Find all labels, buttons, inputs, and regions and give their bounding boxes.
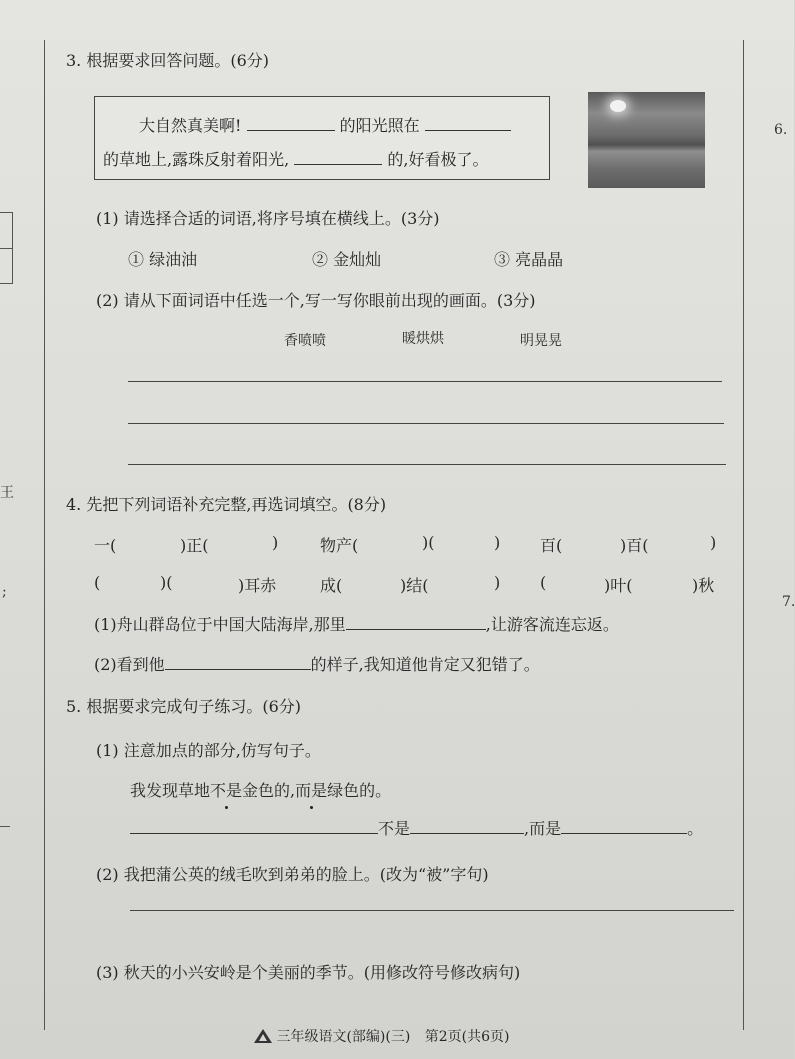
q3-passage-line2 bbox=[103, 147, 488, 170]
left-edge-box-bot bbox=[0, 283, 12, 284]
landscape-photo bbox=[588, 92, 705, 188]
q3-passage-line1 bbox=[139, 113, 511, 136]
edge-mark-right-top: 6. bbox=[774, 122, 788, 138]
q4-sentence-2-b: 的样子,我知道他肯定又犯错了。 bbox=[310, 655, 540, 674]
q4-row1-i: ) bbox=[710, 533, 717, 552]
footer-title: 三年级语文(部编)(三) bbox=[276, 1029, 411, 1045]
edge-mark-left-mid: 王 bbox=[0, 485, 14, 501]
q4-row1-f: ) bbox=[494, 533, 501, 552]
edge-mark-left-semicolon: ; bbox=[2, 584, 7, 600]
left-edge-box-mid bbox=[0, 248, 12, 249]
q5-part1: (1) 注意加点的部分,仿写句子。 bbox=[96, 741, 321, 760]
q5-fill-mid: 不是 bbox=[378, 819, 411, 838]
q3-passage-line1-b: 的阳光照在 bbox=[339, 116, 420, 135]
q5-fill-line bbox=[130, 816, 703, 839]
q4-sentence-1 bbox=[94, 612, 619, 635]
q3-passage-line1-a: 大自然真美啊! bbox=[139, 116, 242, 135]
q3-passage-line2-a: 的草地上,露珠反射着阳光, bbox=[103, 150, 290, 169]
q5-part2: (2) 我把蒲公英的绒毛吹到弟弟的脸上。(改为“被”字句) bbox=[96, 865, 489, 884]
q4-row2-a: ( bbox=[94, 573, 101, 592]
sun-glow bbox=[610, 100, 626, 112]
left-edge-box-top bbox=[0, 212, 12, 213]
triangle-logo-icon bbox=[254, 1029, 272, 1043]
q5-blank-2[interactable] bbox=[410, 817, 524, 834]
q3-option-1: ① 绿油油 bbox=[128, 250, 198, 269]
q4-row1-a: 一( bbox=[94, 536, 117, 555]
q3-option-3: ③ 亮晶晶 bbox=[494, 250, 564, 269]
q3-blank-3[interactable] bbox=[294, 148, 382, 165]
q3-answer-line-2[interactable] bbox=[128, 423, 724, 424]
q5-blank-1[interactable] bbox=[130, 817, 378, 834]
q4-row1-b: )正( bbox=[180, 536, 209, 555]
right-margin-line bbox=[743, 40, 744, 1030]
q5-example bbox=[130, 778, 391, 801]
q4-row1-d: 物产( bbox=[320, 536, 359, 555]
q3-blank-2[interactable] bbox=[425, 114, 511, 131]
q4-row2-i: )秋 bbox=[692, 576, 715, 595]
q5-dotted-ershi: 而是 bbox=[295, 778, 327, 801]
q3-part1: (1) 请选择合适的词语,将序号填在横线上。(3分) bbox=[96, 209, 440, 228]
q4-sentence-1-b: ,让游客流连忘返。 bbox=[485, 615, 619, 634]
q3-answer-line-3[interactable] bbox=[128, 464, 726, 465]
q4-row2-h: )叶( bbox=[604, 576, 633, 595]
q5-answer-line[interactable] bbox=[130, 910, 734, 911]
edge-mark-right-mid: 7. bbox=[782, 594, 795, 610]
q5-part3: (3) 秋天的小兴安岭是个美丽的季节。(用修改符号修改病句) bbox=[96, 963, 521, 982]
q5-example-b: 金色的, bbox=[242, 781, 296, 800]
q4-row1-g: 百( bbox=[540, 536, 563, 555]
q5-title: 5. 根据要求完成句子练习。(6分) bbox=[66, 697, 302, 716]
left-edge-dash bbox=[0, 826, 10, 827]
q4-row2-f: ) bbox=[494, 573, 501, 592]
footer-page: 第2页(共6页) bbox=[424, 1029, 510, 1045]
q4-row2-g: ( bbox=[540, 573, 547, 592]
q3-passage-box bbox=[94, 96, 550, 180]
q4-sentence-2-a: (2)看到他 bbox=[94, 655, 165, 674]
q3-title: 3. 根据要求回答问题。(6分) bbox=[66, 51, 270, 70]
left-margin-line bbox=[44, 40, 45, 1030]
q4-row1-h: )百( bbox=[620, 536, 649, 555]
page-footer bbox=[254, 1026, 510, 1046]
q4-row2-c: )耳赤 bbox=[238, 576, 277, 595]
q5-blank-3[interactable] bbox=[561, 817, 687, 834]
q5-dotted-bushi: 不是 bbox=[210, 778, 242, 801]
q5-example-a: 我发现草地 bbox=[130, 781, 211, 800]
q4-row2-d: 成( bbox=[320, 576, 343, 595]
q4-sentence-2 bbox=[94, 652, 540, 675]
left-edge-box-side bbox=[12, 212, 13, 284]
q4-blank-1[interactable] bbox=[346, 613, 486, 630]
q3-word-2: 暖烘烘 bbox=[402, 331, 444, 347]
q5-fill-mid2: ,而是 bbox=[524, 819, 562, 838]
q3-answer-line-1[interactable] bbox=[128, 381, 722, 382]
q4-row2-b: )( bbox=[160, 573, 173, 592]
q3-option-2: ② 金灿灿 bbox=[312, 250, 382, 269]
q5-example-c: 绿色的。 bbox=[327, 781, 392, 800]
q4-sentence-1-a: (1)舟山群岛位于中国大陆海岸,那里 bbox=[94, 615, 346, 634]
q3-passage-line2-b: 的,好看极了。 bbox=[387, 150, 489, 169]
q4-row1-e: )( bbox=[422, 533, 435, 552]
q3-word-1: 香喷喷 bbox=[284, 333, 326, 349]
q5-fill-end: 。 bbox=[687, 819, 704, 838]
q3-part2: (2) 请从下面词语中任选一个,写一写你眼前出现的画面。(3分) bbox=[96, 291, 536, 310]
q3-blank-1[interactable] bbox=[247, 114, 335, 131]
q3-word-3: 明晃晃 bbox=[520, 333, 562, 349]
q4-blank-2[interactable] bbox=[165, 653, 311, 670]
q4-title: 4. 先把下列词语补充完整,再选词填空。(8分) bbox=[66, 495, 387, 514]
q4-row1-c: ) bbox=[272, 533, 279, 552]
q4-row2-e: )结( bbox=[400, 576, 429, 595]
